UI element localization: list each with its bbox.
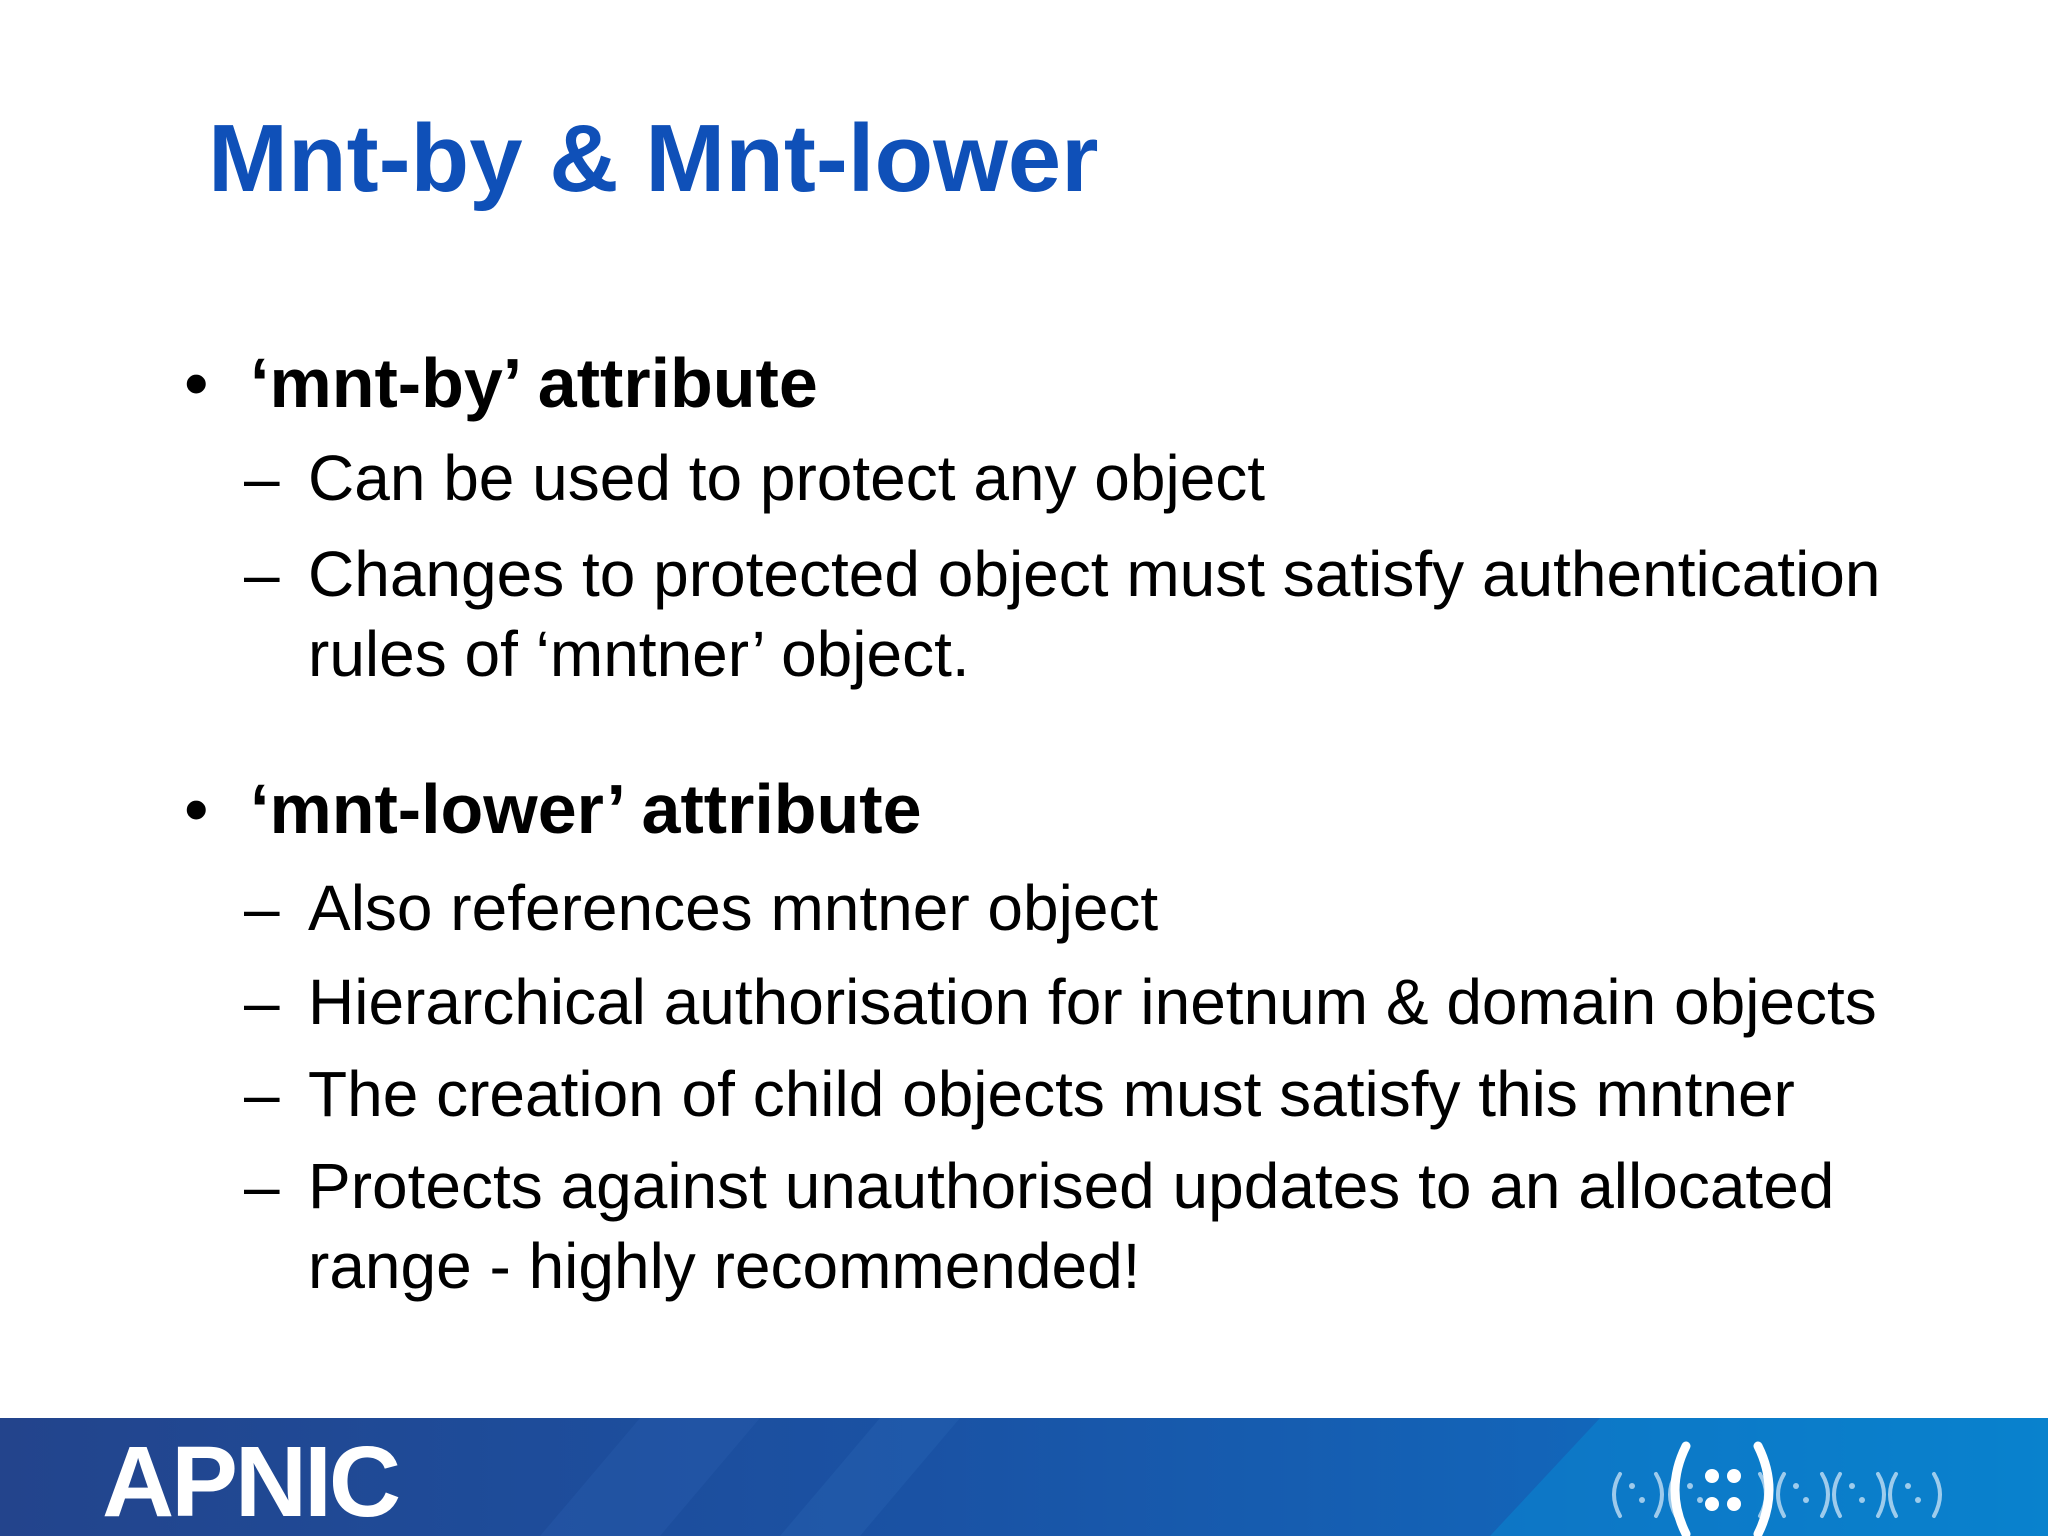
bullet-dot: •	[184, 344, 209, 422]
dash-marker: –	[244, 442, 280, 514]
slide-title: Mnt-by & Mnt-lower	[208, 105, 1099, 212]
sub-item	[244, 962, 1877, 1042]
bullet-heading: ‘mnt-lower’ attribute	[250, 770, 922, 848]
sub-item-text-continued: range - highly recommended!	[308, 1230, 1141, 1302]
sub-item-text: Changes to protected object must satisfy authentication	[308, 538, 1881, 610]
sub-item-text: Can be used to protect any object	[308, 442, 1266, 514]
dash-marker: –	[244, 1150, 280, 1222]
dash-marker: –	[244, 1058, 280, 1130]
dash-marker: –	[244, 538, 280, 610]
bullet-heading: ‘mnt-by’ attribute	[250, 344, 818, 422]
bullet-dot: •	[184, 770, 209, 848]
sub-item-text: Protects against unauthorised updates to an allocated	[308, 1150, 1835, 1222]
sub-item	[244, 868, 1158, 948]
dash-marker: –	[244, 966, 280, 1038]
sub-item-text: Hierarchical authorisation for inetnum & domain objects	[308, 966, 1877, 1038]
bullet-mnt-lower	[184, 770, 922, 848]
sub-item	[244, 1146, 1834, 1306]
sub-item	[244, 438, 1265, 518]
bullet-mnt-by	[184, 344, 818, 422]
sub-item	[244, 1054, 1795, 1134]
sub-item-text-continued: rules of ‘mntner’ object.	[308, 618, 970, 690]
footer-graphic	[0, 1418, 2048, 1536]
dash-marker: –	[244, 872, 280, 944]
sub-item	[244, 534, 1880, 694]
sub-item-text: The creation of child objects must satisfy this mntner	[308, 1058, 1795, 1130]
apnic-logo: APNIC	[102, 1426, 399, 1536]
footer-band	[0, 1418, 2048, 1536]
sub-item-text: Also references mntner object	[308, 872, 1159, 944]
